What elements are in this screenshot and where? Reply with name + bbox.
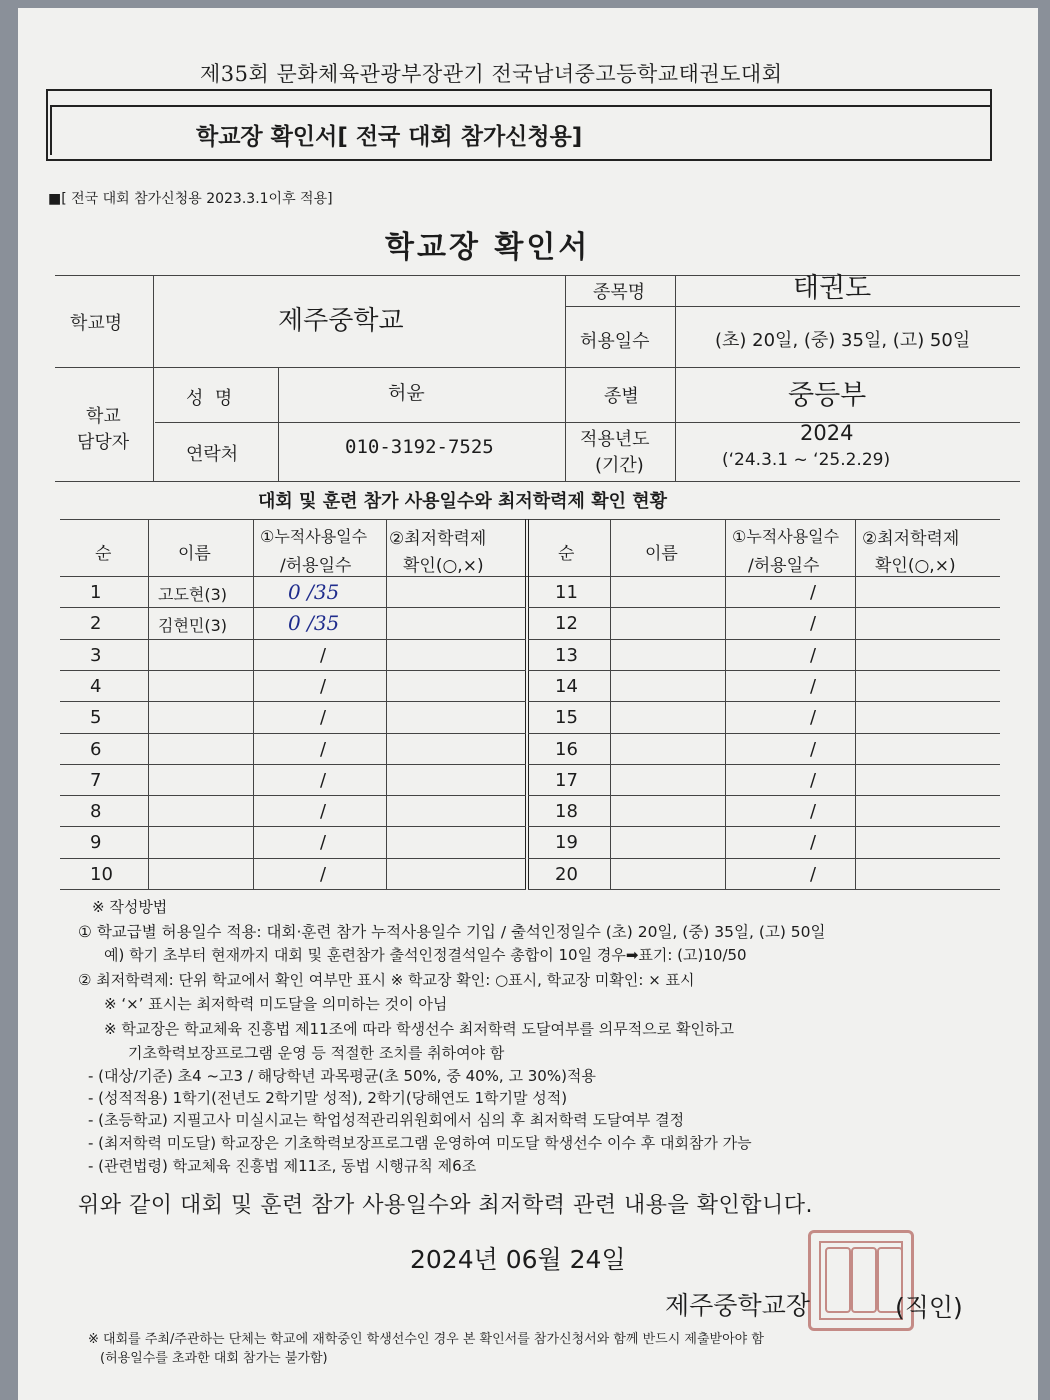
col-header-no-right: 순 xyxy=(558,544,575,564)
table-row-divider xyxy=(60,858,526,859)
row-student-name: 고도현(3) xyxy=(158,585,228,604)
col-header-check-left: ②최저학력제 xyxy=(389,529,487,549)
col-header-no-left: 순 xyxy=(95,544,112,564)
row-number: 5 xyxy=(90,707,102,728)
row-usage-days: / xyxy=(320,770,327,791)
row-usage-days: / xyxy=(320,864,327,885)
division-value: 중등부 xyxy=(788,380,867,411)
confirmation-statement: 위와 같이 대회 및 훈련 참가 사용일수와 최저학력 관련 내용을 확인합니다. xyxy=(78,1193,813,1218)
status-section-title: 대회 및 훈련 참가 사용일수와 최저학력제 확인 현황 xyxy=(258,491,668,512)
manager-label-line1: 학교 xyxy=(86,406,121,427)
table-row-divider xyxy=(528,764,1000,765)
note-line: - (대상/기준) 초4 ~고3 / 해당학년 과목평균(초 50%, 중 40%, 고 30%)적용 xyxy=(88,1067,596,1085)
row-usage-days: / xyxy=(810,676,817,697)
col-header-check-right-2: 확인(○,×) xyxy=(875,556,956,576)
row-number: 8 xyxy=(90,801,102,822)
note-line: - (최저학력 미도달) 학교장은 기초학력보장프로그램 운영하여 미도달 학생선수 이수 후 대회참가 가능 xyxy=(88,1134,752,1152)
row-number: 7 xyxy=(90,770,102,791)
row-usage-days: / xyxy=(320,707,327,728)
row-number: 9 xyxy=(90,832,102,853)
table-row-divider xyxy=(528,670,1000,671)
contact-label: 연락처 xyxy=(186,444,239,465)
row-usage-days: / xyxy=(810,832,817,853)
year-label-line2: (기간) xyxy=(595,455,644,476)
document-date: 2024년 06월 24일 xyxy=(410,1245,626,1274)
row-number: 17 xyxy=(555,770,578,791)
table-row-divider xyxy=(60,764,526,765)
sport-value: 태권도 xyxy=(793,273,872,304)
row-usage-days: 0 /35 xyxy=(288,611,340,635)
row-usage-days: / xyxy=(810,801,817,822)
note-line: 예) 학기 초부터 현재까지 대회 및 훈련참가 출석인정결석일수 총합이 10일 경우➡표기: (고)10/50 xyxy=(104,946,747,964)
row-usage-days: / xyxy=(810,770,817,791)
table-row-divider xyxy=(528,826,1000,827)
row-number: 18 xyxy=(555,801,578,822)
sport-label: 종목명 xyxy=(593,282,646,303)
notes-heading: ※ 작성방법 xyxy=(92,898,168,916)
school-name-value: 제주중학교 xyxy=(278,306,404,336)
footer-note-2: (허용일수를 초과한 대회 참가는 불가함) xyxy=(100,1351,328,1366)
note-line: ② 최저학력제: 단위 학교에서 확인 여부만 표시 ※ 학교장 확인: ○표시, 학교장 미확인: × 표시 xyxy=(78,971,695,989)
row-number: 10 xyxy=(90,864,113,885)
note-line: - (초등학교) 지필고사 미실시교는 학업성적관리위원회에서 심의 후 최저학력 도달여부 결정 xyxy=(88,1111,685,1129)
row-number: 1 xyxy=(90,582,102,603)
year-period: (‘24.3.1 ~ ‘25.2.29) xyxy=(722,450,891,470)
row-number: 4 xyxy=(90,676,102,697)
signer-name: 제주중학교장 xyxy=(665,1291,810,1320)
row-number: 11 xyxy=(555,582,578,603)
note-line: ① 학교급별 허용일수 적용: 대회·훈련 참가 누적사용일수 기입 / 출석인정일수 (초) 20일, (중) 35일, (고) 50일 xyxy=(78,923,826,941)
row-usage-days: / xyxy=(320,739,327,760)
row-number: 15 xyxy=(555,707,578,728)
row-number: 19 xyxy=(555,832,578,853)
row-student-name: 김현민(3) xyxy=(158,616,228,635)
school-name-label: 학교명 xyxy=(70,313,123,334)
col-header-check-right: ②최저학력제 xyxy=(862,529,960,549)
row-usage-days: / xyxy=(810,739,817,760)
row-usage-days: / xyxy=(810,645,817,666)
row-number: 3 xyxy=(90,645,102,666)
row-usage-days: / xyxy=(320,801,327,822)
document-title: 학교장 확인서 xyxy=(385,230,591,265)
row-number: 12 xyxy=(555,613,578,634)
row-usage-days: / xyxy=(320,676,327,697)
col-header-usage-left-2: /허용일수 xyxy=(280,556,352,576)
row-number: 13 xyxy=(555,645,578,666)
table-row-divider xyxy=(60,639,526,640)
table-row-divider xyxy=(60,889,526,890)
table-row-divider xyxy=(528,607,1000,608)
col-header-usage-right-2: /허용일수 xyxy=(748,556,820,576)
manager-name-label: 성 명 xyxy=(186,388,233,409)
col-header-name-left: 이름 xyxy=(178,544,211,564)
row-usage-days: / xyxy=(810,613,817,634)
division-label: 종별 xyxy=(604,386,639,407)
row-number: 16 xyxy=(555,739,578,760)
note-line: - (관련법령) 학교체육 진흥법 제11조, 동법 시행규칙 제6조 xyxy=(88,1157,477,1175)
allowed-days-value: (초) 20일, (중) 35일, (고) 50일 xyxy=(715,330,971,351)
table-row-divider xyxy=(60,670,526,671)
table-row-divider xyxy=(60,733,526,734)
table-row-divider xyxy=(60,826,526,827)
row-usage-days: / xyxy=(810,707,817,728)
seal-label: (직인) xyxy=(895,1293,963,1322)
note-line: ※ ‘×’ 표시는 최저학력 미도달을 의미하는 것이 아님 xyxy=(104,995,448,1013)
row-number: 14 xyxy=(555,676,578,697)
manager-label-line2: 담당자 xyxy=(77,432,130,453)
table-row-divider xyxy=(528,701,1000,702)
table-row-divider xyxy=(528,858,1000,859)
note-line: 기초학력보장프로그램 운영 등 적절한 조치를 취하여야 함 xyxy=(128,1044,505,1062)
event-title: 제35회 문화체육관광부장관기 전국남녀중고등학교태권도대회 xyxy=(200,62,783,86)
row-usage-days: / xyxy=(810,582,817,603)
col-header-check-left-2: 확인(○,×) xyxy=(403,556,484,576)
col-header-usage-left: ①누적사용일수 xyxy=(260,527,368,546)
col-header-name-right: 이름 xyxy=(645,544,678,564)
row-number: 2 xyxy=(90,613,102,634)
allowed-days-label: 허용일수 xyxy=(580,331,650,352)
note-line: ※ 학교장은 학교체육 진흥법 제11조에 따라 학생선수 최저학력 도달여부를 의무적으로 확인하고 xyxy=(104,1020,734,1038)
table-row-divider xyxy=(528,889,1000,890)
row-usage-days: / xyxy=(810,864,817,885)
row-usage-days: / xyxy=(320,832,327,853)
form-subtitle: ■[ 전국 대회 참가신청용 2023.3.1이후 적용] xyxy=(48,191,333,207)
note-line: - (성적적용) 1학기(전년도 2학기말 성적), 2학기(당해연도 1학기말 성적) xyxy=(88,1089,568,1107)
footer-note: ※ 대회를 주최/주관하는 단체는 학교에 재학중인 학생선수인 경우 본 확인서를 참가신청서와 함께 반드시 제출받아야 함 xyxy=(88,1332,764,1347)
table-row-divider xyxy=(60,701,526,702)
row-number: 20 xyxy=(555,864,578,885)
table-row-divider xyxy=(528,795,1000,796)
manager-name-value: 허윤 xyxy=(388,382,425,404)
table-row-divider xyxy=(528,639,1000,640)
row-number: 6 xyxy=(90,739,102,760)
contact-value: 010-3192-7525 xyxy=(345,436,494,458)
col-header-usage-right: ①누적사용일수 xyxy=(732,527,840,546)
table-row-divider xyxy=(60,607,526,608)
year-value: 2024 xyxy=(800,421,854,445)
year-label-line1: 적용년도 xyxy=(580,429,650,450)
row-usage-days: / xyxy=(320,645,327,666)
table-row-divider xyxy=(528,733,1000,734)
form-title: 학교장 확인서[ 전국 대회 참가신청용] xyxy=(196,124,583,150)
table-row-divider xyxy=(60,795,526,796)
row-usage-days: 0 /35 xyxy=(288,580,340,604)
